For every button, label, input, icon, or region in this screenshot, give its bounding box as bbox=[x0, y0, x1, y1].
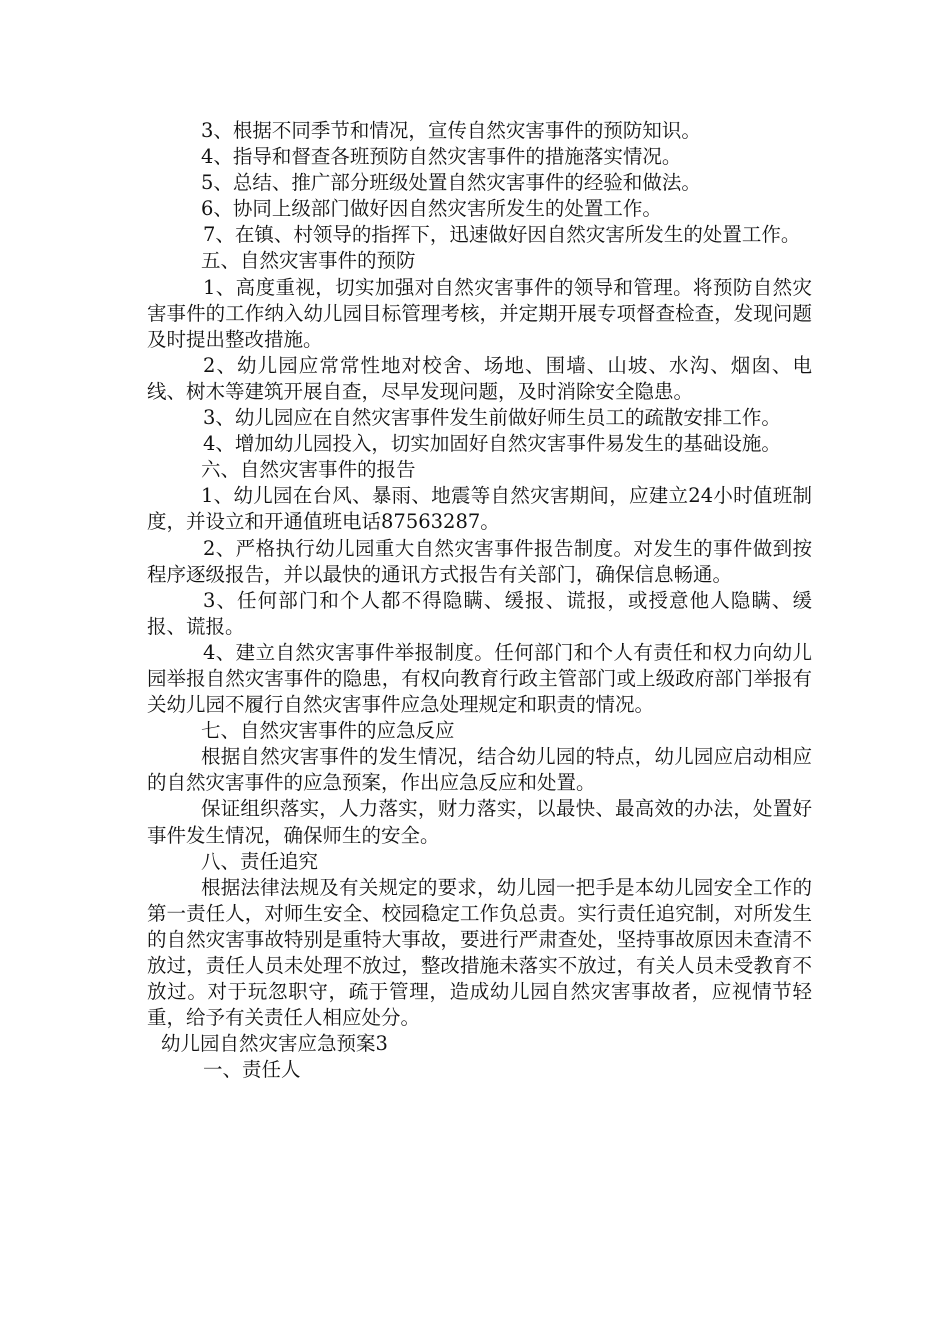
document-body bbox=[147, 118, 812, 1083]
section-heading-7: 七、自然灾害事件的应急反应 bbox=[201, 719, 455, 743]
paragraph-15: 保证组织落实，人力落实，财力落实，以最快、最高效的办法，处置好事件发生情况，确保师生的安全。 bbox=[147, 797, 812, 847]
section-heading-5: 五、自然灾害事件的预防 bbox=[201, 249, 416, 273]
paragraph-5: 7、在镇、村领导的指挥下，迅速做好因自然灾害所发生的处置工作。 bbox=[203, 223, 801, 247]
paragraph-6: 1、高度重视，切实加强对自然灾害事件的领导和管理。将预防自然灾害事件的工作纳入幼儿园目标管理考核，并定期开展专项督查检查，发现问题及时提出整改措施。 bbox=[147, 275, 812, 351]
paragraph-14: 根据自然灾害事件的发生情况，结合幼儿园的特点，幼儿园应启动相应的自然灾害事件的应急预案，作出应急反应和处置。 bbox=[147, 745, 812, 795]
paragraph-3: 5、总结、推广部分班级处置自然灾害事件的经验和做法。 bbox=[201, 171, 701, 195]
paragraph-2: 4、指导和督查各班预防自然灾害事件的措施落实情况。 bbox=[201, 145, 682, 169]
section-heading-6: 六、自然灾害事件的报告 bbox=[201, 458, 416, 482]
section-heading-1: 一、责任人 bbox=[203, 1058, 301, 1082]
paragraph-16: 根据法律法规及有关规定的要求，幼儿园一把手是本幼儿园安全工作的第一责任人，对师生安全、校园稳定工作负总责。实行责任追究制，对所发生的自然灾害事故特别是重特大事故，要进行严肃查处，坚持事故原因未查清不放过，责任人员未处理不放过，整改措施未落实不放过，有关人员未受教育不放过。对于玩忽职守，疏于管理，造成幼儿园自然灾害事故者，应视情节轻重，给予有关责任人相应处分。 bbox=[147, 875, 812, 1030]
paragraph-8: 3、幼儿园应在自然灾害事件发生前做好师生员工的疏散安排工作。 bbox=[203, 406, 781, 430]
section-heading-8: 八、责任追究 bbox=[201, 849, 319, 873]
document-title: 幼儿园自然灾害应急预案3 bbox=[161, 1032, 388, 1056]
paragraph-9: 4、增加幼儿园投入，切实加固好自然灾害事件易发生的基础设施。 bbox=[203, 432, 781, 456]
paragraph-4: 6、协同上级部门做好因自然灾害所发生的处置工作。 bbox=[201, 197, 662, 221]
paragraph-10: 1、幼儿园在台风、暴雨、地震等自然灾害期间，应建立24小时值班制度，并设立和开通值班电话87563287。 bbox=[147, 484, 812, 534]
paragraph-12: 3、任何部门和个人都不得隐瞒、缓报、谎报，或授意他人隐瞒、缓报、谎报。 bbox=[147, 588, 812, 638]
paragraph-13: 4、建立自然灾害事件举报制度。任何部门和个人有责任和权力向幼儿园举报自然灾害事件的隐患，有权向教育行政主管部门或上级政府部门举报有关幼儿园不履行自然灾害事件应急处理规定和职责的情况。 bbox=[147, 640, 812, 717]
paragraph-7: 2、幼儿园应常常性地对校舍、场地、围墙、山坡、水沟、烟囱、电线、树木等建筑开展自查，尽早发现问题，及时消除安全隐患。 bbox=[147, 353, 812, 403]
paragraph-11: 2、严格执行幼儿园重大自然灾害事件报告制度。对发生的事件做到按程序逐级报告，并以最快的通讯方式报告有关部门，确保信息畅通。 bbox=[147, 536, 812, 586]
paragraph-1: 3、根据不同季节和情况，宣传自然灾害事件的预防知识。 bbox=[201, 119, 701, 142]
